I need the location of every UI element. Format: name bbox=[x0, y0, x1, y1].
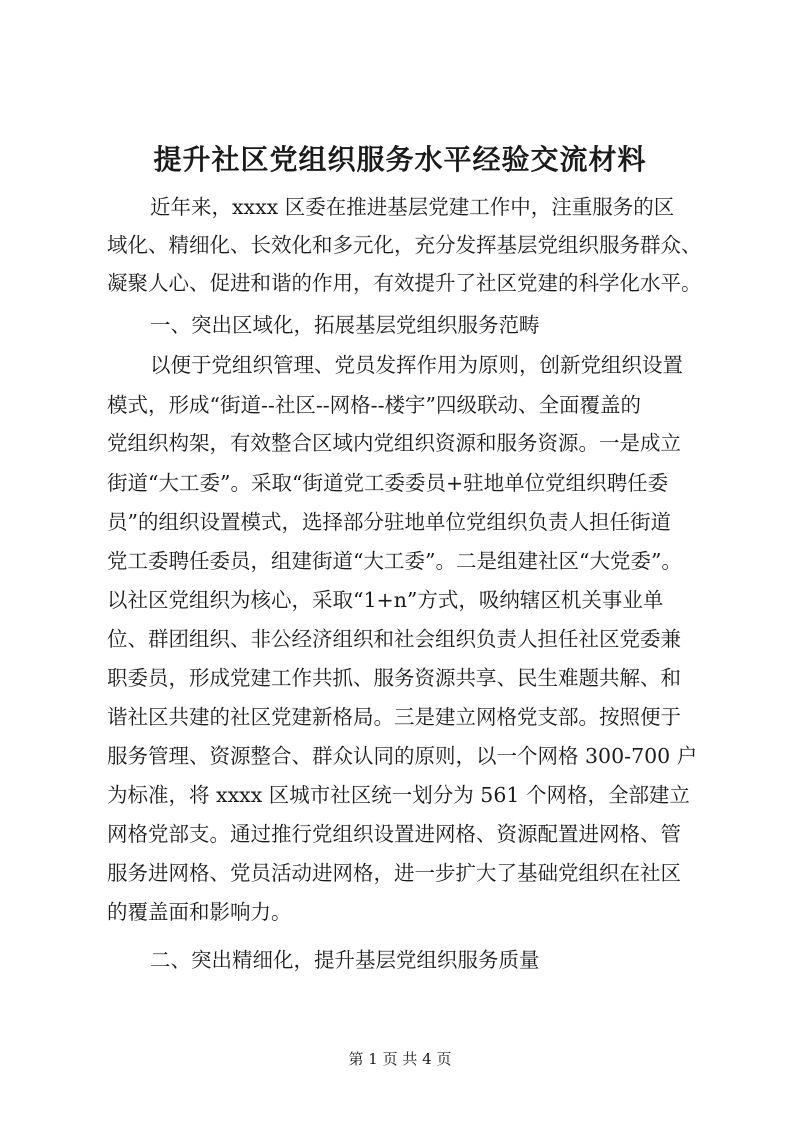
paragraph-line: 网格党部支。通过推行党组织设置进网格、资源配置进网格、管 bbox=[107, 822, 681, 846]
paragraph-line: 凝聚人心、促进和谐的作用，有效提升了社区党建的科学化水平。 bbox=[107, 271, 702, 295]
paragraph-line: 街道“大工委”。采取“街道党工委委员+驻地单位党组织聘任委 bbox=[107, 471, 669, 495]
paragraph-line: 近年来，xxxx 区委在推进基层党建工作中，注重服务的区 bbox=[150, 195, 675, 219]
paragraph-line: 域化、精细化、长效化和多元化，充分发挥基层党组织服务群众、 bbox=[107, 233, 702, 257]
paragraph-line: 模式，形成“街道--社区--网格--楼宇”四级联动、全面覆盖的 bbox=[107, 393, 642, 417]
section-heading: 一、突出区域化，拓展基层党组织服务范畴 bbox=[150, 313, 540, 337]
paragraph-line: 以社区党组织为核心，采取“1+n”方式，吸纳辖区机关事业单 bbox=[107, 588, 664, 612]
paragraph-line: 党工委聘任委员，组建街道“大工委”。二是组建社区“大党委”。 bbox=[107, 549, 682, 573]
paragraph-line: 谐社区共建的社区党建新格局。三是建立网格党支部。按照便于 bbox=[107, 705, 681, 729]
paragraph-line: 为标准，将 xxxx 区城市社区统一划分为 561 个网格，全部建立 bbox=[107, 783, 690, 807]
page-number: 第 1 页 共 4 页 bbox=[348, 1050, 452, 1068]
paragraph-line: 以便于党组织管理、党员发挥作用为原则，创新党组织设置 bbox=[150, 353, 683, 377]
paragraph-line: 服务管理、资源整合、群众认同的原则，以一个网格 300-700 户 bbox=[107, 744, 698, 768]
section-heading: 二、突出精细化，提升基层党组织服务质量 bbox=[150, 948, 540, 972]
paragraph-line: 的覆盖面和影响力。 bbox=[107, 900, 292, 924]
paragraph-line: 位、群团组织、非公经济组织和社会组织负责人担任社区党委兼 bbox=[107, 627, 681, 651]
paragraph-line: 服务进网格、党员活动进网格，进一步扩大了基础党组织在社区 bbox=[107, 861, 681, 885]
paragraph-line: 职委员，形成党建工作共抓、服务资源共享、民生难题共解、和 bbox=[107, 666, 681, 690]
paragraph-line: 员”的组织设置模式，选择部分驻地单位党组织负责人担任街道 bbox=[107, 510, 671, 534]
document-title: 提升社区党组织服务水平经验交流材料 bbox=[153, 143, 647, 176]
paragraph-line: 党组织构架，有效整合区域内党组织资源和服务资源。一是成立 bbox=[107, 431, 681, 455]
